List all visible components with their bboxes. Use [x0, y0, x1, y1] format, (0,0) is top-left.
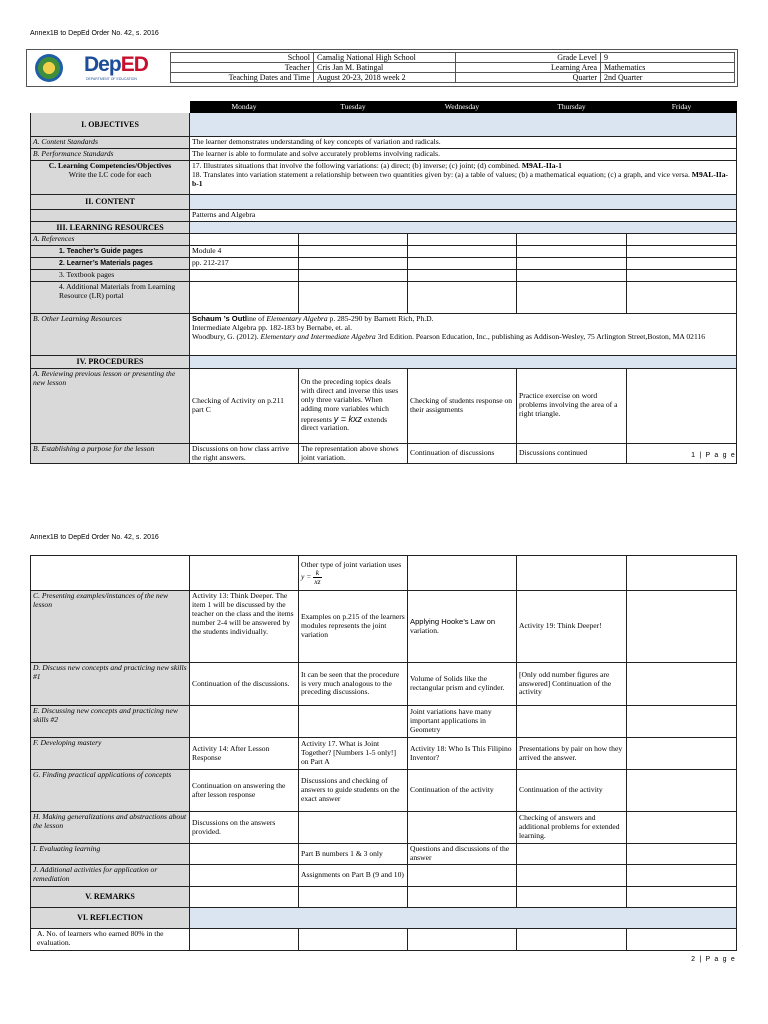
day-monday: Monday — [190, 102, 299, 113]
performance-standards-label: B. Performance Standards — [31, 148, 190, 160]
content-heading: II. CONTENT — [31, 194, 190, 209]
proc-f-wednesday: Activity 18: Who Is This Filipino Inventor? — [408, 738, 517, 770]
proc-a-monday: Checking of Activity on p.211 part C — [190, 368, 299, 443]
deped-seal-logo — [35, 54, 63, 82]
proc-f-tuesday: Activity 17. What is Joint Together? [Numbers 1-5 only!] on Part A — [299, 738, 408, 770]
dll-table-page2 — [30, 555, 737, 951]
annex-title-page2: Annex1B to DepEd Order No. 42, s. 2016 — [30, 534, 159, 541]
tb-label: 3. Textbook pages — [31, 270, 190, 282]
lm-label: 2. Learner’s Materials pages — [31, 258, 190, 270]
proc-h-monday: Discussions on the answers provided. — [190, 812, 299, 844]
proc-c-label: C. Presenting examples/instances of the new lesson — [31, 591, 190, 663]
proc-f-label: F. Developing mastery — [31, 738, 190, 770]
proc-e-wednesday: Joint variations have many important applications in Geometry — [408, 706, 517, 738]
day-friday: Friday — [627, 102, 737, 113]
school-info-table — [170, 52, 735, 83]
proc-g-tuesday: Discussions and checking of answers to guide students on the exact answer — [299, 770, 408, 812]
school-value: Camalig National High School — [314, 53, 456, 63]
proc-b-tuesday: The representation above shows joint variation. — [299, 443, 408, 464]
day-thursday: Thursday — [517, 102, 627, 113]
area-label: Learning Area — [456, 63, 601, 73]
grade-value: 9 — [601, 53, 735, 63]
proc-a-wednesday: Checking of students response on their assignments — [408, 368, 517, 443]
dates-label: Teaching Dates and Time — [171, 73, 314, 83]
proc-c-wednesday: Applying Hooke’s Law on variation. — [408, 591, 517, 663]
proc-d-tuesday: It can be seen that the procedure is very much analogous to the preceding discussions. — [299, 663, 408, 706]
content-standards-label: A. Content Standards — [31, 137, 190, 149]
area-value: Mathematics — [601, 63, 735, 73]
tg-label: 1. Teacher’s Guide pages — [31, 246, 190, 258]
teacher-label: Teacher — [171, 63, 314, 73]
additional-materials-label: 4. Additional Materials from Learning Resource (LR) portal — [31, 282, 190, 314]
proc-a-label: A. Reviewing previous lesson or presenting the new lesson — [31, 368, 190, 443]
page-number-1: 1 | P a g e — [691, 452, 736, 459]
dll-table-page1 — [30, 101, 737, 464]
page-number-2: 2 | P a g e — [691, 956, 736, 963]
proc-d-thursday: [Only odd number figures are answered] Continuation of the activity — [517, 663, 627, 706]
dates-value: August 20-23, 2018 week 2 — [314, 73, 456, 83]
day-tuesday: Tuesday — [299, 102, 408, 113]
proc-j-label: J. Additional activities for application or remediation — [31, 865, 190, 887]
proc-b-wednesday: Continuation of discussions — [408, 443, 517, 464]
remarks-heading: V. REMARKS — [31, 887, 190, 908]
cont-tuesday: Other type of joint variation uses y = $\frac{k}{xz}$ — [299, 556, 408, 591]
proc-b-monday: Discussions on how class arrive the right answers. — [190, 443, 299, 464]
annex-title: Annex1B to DepEd Order No. 42, s. 2016 — [30, 30, 159, 37]
proc-g-wednesday: Continuation of the activity — [408, 770, 517, 812]
lm-value-b: pp. 212-217 — [190, 258, 299, 270]
proc-g-monday: Continuation on answering the after lesson response — [190, 770, 299, 812]
lm-value-a: Module 4 — [190, 246, 299, 258]
reflection-heading: VI. REFLECTION — [31, 908, 190, 929]
proc-f-monday: Activity 14: After Lesson Response — [190, 738, 299, 770]
proc-e-label: E. Discussing new concepts and practicing new skills #2 — [31, 706, 190, 738]
proc-j-tuesday: Assignments on Part B (9 and 10) — [299, 865, 408, 887]
proc-a-tuesday: On the preceding topics deals with direct and inverse this uses only three variables. When adding more variables which represents y = kxz extends direct variation. — [299, 368, 408, 443]
grade-label: Grade Level — [456, 53, 601, 63]
competencies-label: C. Learning Competencies/Objectives Write the LC code for each — [31, 160, 190, 194]
proc-g-label: G. Finding practical applications of concepts — [31, 770, 190, 812]
proc-i-label: I. Evaluating learning — [31, 844, 190, 865]
resources-heading: III. LEARNING RESOURCES — [31, 221, 190, 233]
proc-i-tuesday: Part B numbers 1 & 3 only — [299, 844, 408, 865]
proc-c-monday: Activity 13: Think Deeper. The item 1 will be discussed by the teacher on the class and the items number 2-4 will be answered by the students individually. — [190, 591, 299, 663]
day-wednesday: Wednesday — [408, 102, 517, 113]
quarter-label: Quarter — [456, 73, 601, 83]
proc-g-thursday: Continuation of the activity — [517, 770, 627, 812]
proc-c-thursday: Activity 19: Think Deeper! — [517, 591, 627, 663]
proc-f-thursday: Presentations by pair on how they arrived the answer. — [517, 738, 627, 770]
other-resources: Schaum ’s Outline of Elementary Algebra p. 285-290 by Barnett Rich, Ph.D. Intermediate Algebra pp. 182-183 by Bernabe, et. al. Woodbury, G. (2012). Elementary and Intermediate Algebra 3rd Edition. Pearson Education, Inc., publishing as Addison-Wesley, 75 Arlington Street,Boston, MA 02116 — [190, 314, 737, 356]
procedures-heading: IV. PROCEDURES — [31, 356, 190, 368]
objectives-heading: I. OBJECTIVES — [31, 113, 190, 137]
references-label: A. References — [31, 234, 190, 246]
proc-b-label: B. Establishing a purpose for the lesson — [31, 443, 190, 464]
school-label: School — [171, 53, 314, 63]
other-resources-label: B. Other Learning Resources — [31, 314, 190, 356]
proc-d-label: D. Discuss new concepts and practicing new skills #1 — [31, 663, 190, 706]
proc-a-thursday: Practice exercise on word problems involving the area of a right triangle. — [517, 368, 627, 443]
proc-h-thursday: Checking of answers and additional problems for extended learning. — [517, 812, 627, 844]
proc-h-label: H. Making generalizations and abstractions about the lesson — [31, 812, 190, 844]
competencies: 17. Illustrates situations that involve the following variations: (a) direct; (b) inverse; (c) joint; (d) combined. M9AL-IIa-1 18. Translates into variation statement a relationship between two quantities given by: (a) a table of values; (b) a mathematical equation; (c) a graph, and vice versa. M9AL-IIa-b-1 — [190, 160, 737, 194]
proc-i-wednesday: Questions and discussions of the answer — [408, 844, 517, 865]
proc-d-monday: Continuation of the discussions. — [190, 663, 299, 706]
teacher-value: Cris Jan M. Batingal — [314, 63, 456, 73]
content-standards: The learner demonstrates understanding of key concepts of variation and radicals. — [190, 137, 737, 149]
reflection-a-label: A. No. of learners who earned 80% in the evaluation. — [31, 929, 190, 951]
deped-logo: DepED DEPARTMENT OF EDUCATION — [84, 53, 148, 81]
proc-d-wednesday: Volume of Solids like the rectangular prism and cylinder. — [408, 663, 517, 706]
proc-c-tuesday: Examples on p.215 of the learners modules represents the joint variation — [299, 591, 408, 663]
proc-b-thursday: Discussions continued — [517, 443, 627, 464]
quarter-value: 2nd Quarter — [601, 73, 735, 83]
content-value: Patterns and Algebra — [190, 209, 737, 221]
performance-standards: The learner is able to formulate and solve accurately problems involving radicals. — [190, 148, 737, 160]
